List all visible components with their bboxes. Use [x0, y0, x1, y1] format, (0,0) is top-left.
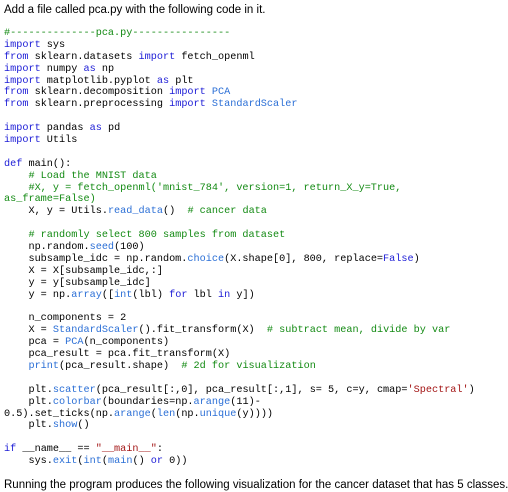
code-token: (11)-: [230, 396, 261, 408]
code-token: import: [169, 99, 206, 111]
code-token: (pca_result[:,0], pca_result[:,1], s= 5, c=y, cmap=: [95, 384, 408, 396]
code-token: seed: [89, 242, 115, 254]
code-token: X, y = Utils.: [4, 206, 108, 218]
code-token: show: [52, 420, 78, 432]
code-token: Utils: [40, 135, 78, 147]
code-line: [4, 313, 472, 325]
code-line: [4, 64, 472, 76]
code-token: from: [4, 99, 29, 111]
code-token: import: [4, 39, 41, 51]
code-token: __name__ ==: [16, 444, 96, 456]
code-token: (n_components): [83, 337, 170, 349]
code-token: sys.: [4, 456, 53, 468]
code-line: [4, 456, 472, 468]
code-token: from: [4, 51, 29, 63]
code-token: for: [169, 289, 188, 301]
code-line: [4, 254, 472, 266]
code-token: y = y[subsample_idc]: [4, 277, 151, 289]
code-token: main: [107, 456, 133, 468]
code-token: (): [162, 206, 188, 218]
code-token: subsample_idc = np.random.: [4, 253, 188, 265]
code-token: numpy: [40, 63, 84, 75]
code-line: [4, 290, 472, 302]
code-token: X =: [4, 325, 53, 337]
code-token: (: [150, 408, 157, 420]
code-token: arange: [193, 396, 231, 408]
code-line: [4, 159, 472, 171]
code-line: [4, 40, 472, 52]
code-token: #X, y = fetch_openml('mnist_784', version=1, return_X_y=True,: [4, 182, 402, 194]
code-line: [4, 242, 472, 254]
code-token: pca =: [4, 337, 66, 349]
code-token: (pca_result.shape): [59, 360, 182, 372]
code-token: sklearn.datasets: [28, 51, 139, 63]
code-line: [4, 218, 472, 230]
code-line: [4, 384, 475, 397]
code-token: as_frame=False): [4, 194, 96, 206]
code-token: :: [156, 444, 163, 456]
code-token: plt.: [4, 384, 53, 396]
code-token: n_components = 2: [4, 313, 127, 325]
code-line: [4, 325, 472, 337]
code-token: or: [150, 456, 164, 468]
code-line: [4, 135, 472, 147]
code-token: PCA: [205, 87, 231, 99]
code-token: import: [4, 123, 41, 135]
code-line: [4, 337, 472, 349]
code-token: lbl: [187, 289, 219, 301]
code-token: scatter: [52, 384, 96, 396]
intro-paragraph: Add a file called pca.py with the following code in it.: [4, 4, 266, 16]
code-token: int: [83, 456, 102, 468]
code-token: as: [156, 75, 170, 87]
code-token: # randomly select 800 samples from dataset: [4, 230, 286, 242]
code-token: # cancer data: [187, 206, 267, 218]
code-token: # subtract mean, divide by var: [266, 325, 451, 337]
code-token: np: [95, 63, 115, 75]
code-token: sklearn.decomposition: [28, 87, 170, 99]
code-line: [4, 147, 472, 159]
code-token: array: [71, 289, 102, 301]
code-token: unique: [199, 408, 237, 420]
code-token: arange: [114, 408, 151, 420]
code-line: [4, 278, 472, 290]
code-token: ([: [101, 289, 115, 301]
code-token: import: [4, 135, 41, 147]
code-token: main():: [22, 158, 72, 170]
code-line: [4, 123, 472, 135]
code-token: def: [4, 158, 23, 170]
code-line: [4, 397, 472, 409]
code-token: #--------------pca.py----------------: [4, 28, 231, 39]
code-token: ): [468, 384, 475, 396]
code-line: [4, 28, 472, 40]
code-token: StandardScaler: [52, 325, 139, 337]
code-line: [4, 230, 472, 242]
code-token: (): [77, 420, 90, 432]
code-token: as: [89, 123, 102, 135]
code-token: sys: [40, 39, 66, 51]
code-line: [4, 206, 472, 218]
code-token: import: [138, 51, 176, 63]
code-token: # 2d for visualization: [181, 360, 316, 372]
code-token: 0.5).set_ticks(np.: [4, 408, 115, 420]
code-token: choice: [187, 253, 225, 265]
code-token: from: [4, 87, 29, 99]
code-token: # Load the MNIST data: [4, 170, 157, 182]
code-token: y]): [230, 289, 255, 301]
code-token: as: [83, 63, 96, 75]
code-token: pd: [101, 123, 121, 135]
code-token: import: [169, 87, 206, 99]
code-token: pandas: [40, 123, 90, 135]
code-token: int: [114, 289, 133, 301]
code-token: (100): [114, 242, 145, 254]
code-token: if: [4, 444, 17, 456]
code-token: (lbl): [132, 289, 170, 301]
document: [4, 3, 508, 492]
outro-paragraph: Running the program produces the following visualization for the cancer dataset that has 5 classes.: [4, 478, 508, 491]
code-token: (y)))): [236, 408, 274, 420]
code-line: [4, 409, 472, 421]
code-line: [4, 301, 472, 313]
code-token: plt.: [4, 420, 53, 432]
code-token: X = X[subsample_idc,:]: [4, 265, 163, 277]
code-token: print: [4, 360, 60, 372]
code-token: plt: [169, 75, 194, 87]
code-line: [4, 52, 472, 64]
code-token: ): [413, 253, 420, 265]
code-block: [4, 28, 475, 468]
code-line: [4, 373, 472, 385]
code-line: [4, 194, 472, 206]
code-line: [4, 111, 472, 123]
code-token: in: [218, 289, 231, 301]
code-token: colorbar: [52, 396, 102, 408]
code-token: (X.shape[0], 800, replace=: [224, 253, 384, 265]
code-token: 0)): [163, 456, 188, 468]
code-line: [4, 183, 472, 195]
code-token: fetch_openml: [175, 51, 255, 63]
code-token: import: [4, 63, 41, 75]
code-token: False: [383, 253, 414, 265]
code-token: plt.: [4, 396, 53, 408]
code-line: [4, 420, 472, 432]
code-line: [4, 432, 472, 444]
code-token: matplotlib.pyplot: [40, 75, 157, 87]
code-token: import: [4, 75, 41, 87]
code-token: exit: [52, 456, 78, 468]
code-token: (: [101, 456, 108, 468]
code-token: (: [77, 456, 84, 468]
code-token: PCA: [65, 337, 84, 349]
code-line: [4, 361, 472, 373]
code-line: [4, 171, 472, 183]
code-token: len: [156, 408, 176, 420]
code-token: read_data: [107, 206, 163, 218]
code-token: (): [132, 456, 151, 468]
code-token: (boundaries=np.: [101, 396, 194, 408]
code-line: [4, 266, 472, 278]
code-token: sklearn.preprocessing: [28, 99, 170, 111]
code-line: [4, 444, 472, 456]
code-token: 'Spectral': [407, 384, 469, 396]
code-token: "__main__": [95, 444, 157, 456]
code-line: [4, 349, 472, 361]
code-token: np.random.: [4, 242, 90, 254]
code-token: pca_result = pca.fit_transform(X): [4, 349, 231, 361]
code-token: StandardScaler: [205, 99, 298, 111]
code-token: (np.: [175, 408, 200, 420]
code-token: y = np.: [4, 289, 72, 301]
code-line: [4, 87, 472, 99]
code-token: ().fit_transform(X): [138, 325, 267, 337]
code-line: [4, 76, 472, 88]
code-line: [4, 99, 472, 111]
